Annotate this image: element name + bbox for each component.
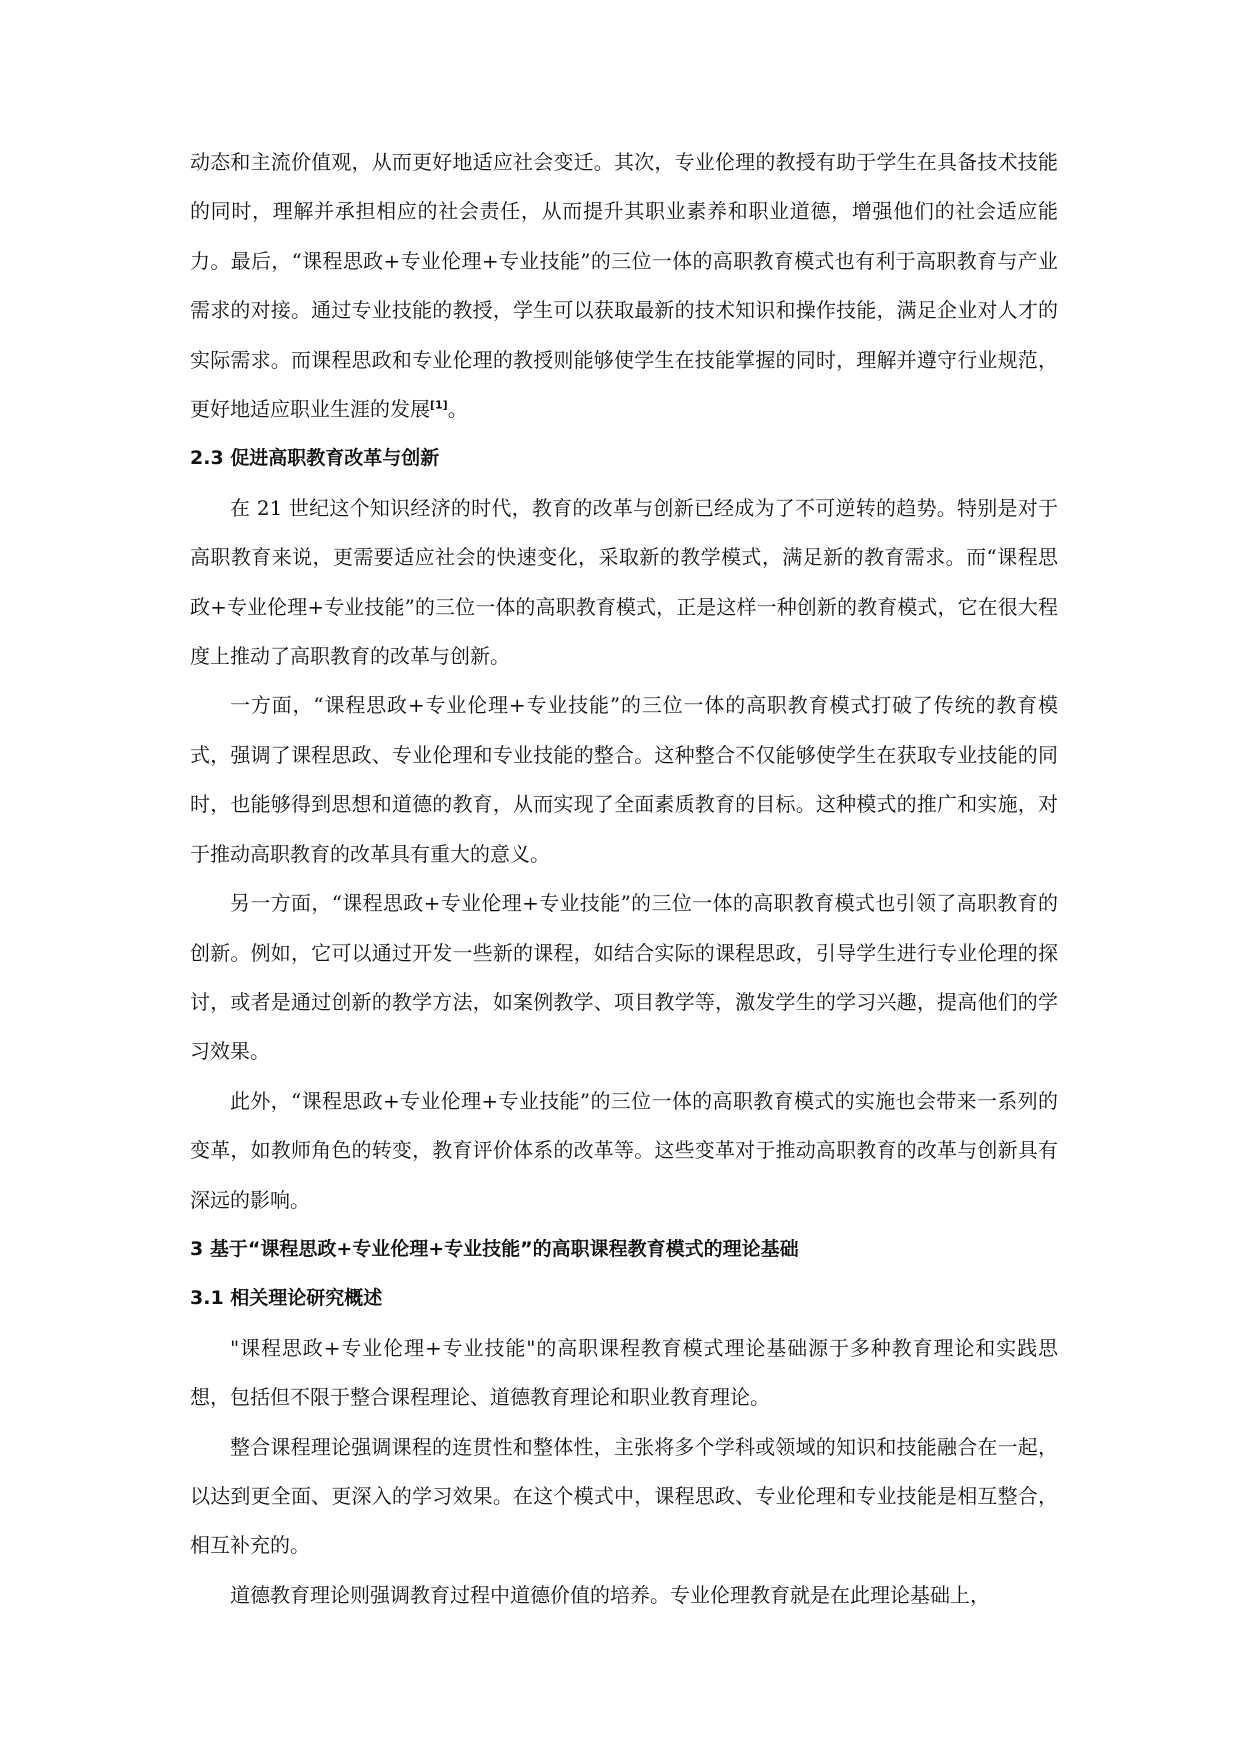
- paragraph-5: 此外，“课程思政+专业伦理+专业技能”的三位一体的高职教育模式的实施也会带来一系列的变革，如教师角色的转变，教育评价体系的改革等。这些变革对于推动高职教育的改革与创新具有深远的影响。: [190, 1088, 1058, 1212]
- section-heading-3: 3 基于“课程思政+专业伦理+专业技能”的高职课程教育模式的理论基础: [190, 1237, 799, 1260]
- paragraph-1: [190, 138, 1058, 434]
- paragraph-7: 整合课程理论强调课程的连贯性和整体性，主张将多个学科或领域的知识和技能融合在一起，以达到更全面、更深入的学习效果。在这个模式中，课程思政、专业伦理和专业技能是相互整合，相互补充的。: [190, 1434, 1058, 1558]
- paragraph-6: "课程思政+专业伦理+专业技能"的高职课程教育模式理论基础源于多种教育理论和实践思想，包括但不限于整合课程理论、道德教育理论和职业教育理论。: [190, 1335, 1058, 1410]
- paragraph-8: 道德教育理论则强调教育过程中道德价值的培养。专业伦理教育就是在此理论基础上，: [230, 1582, 990, 1607]
- citation-reference[interactable]: [1]: [430, 398, 448, 412]
- section-heading-3-1: 3.1 相关理论研究概述: [190, 1287, 383, 1310]
- paragraph-3: 一方面，“课程思政+专业伦理+专业技能”的三位一体的高职教育模式打破了传统的教育模式，强调了课程思政、专业伦理和专业技能的整合。这种整合不仅能够使学生在获取专业技能的同时，也能够得到思想和道德的教育，从而实现了全面素质教育的目标。这种模式的推广和实施，对于推动高职教育的改革具有重大的意义。: [190, 693, 1058, 866]
- paragraph-1-tail: 。: [447, 397, 468, 422]
- paragraph-2: 在 21 世纪这个知识经济的时代，教育的改革与创新已经成为了不可逆转的趋势。特别是对于高职教育来说，更需要适应社会的快速变化，采取新的教学模式，满足新的教育需求。而“课程思政+专业伦理+专业技能”的三位一体的高职教育模式，正是这样一种创新的教育模式，它在很大程度上推动了高职教育的改革与创新。: [190, 495, 1058, 669]
- section-heading-2-3: 2.3 促进高职教育改革与创新: [190, 447, 440, 470]
- paragraph-1-text: 动态和主流价值观，从而更好地适应社会变迁。其次，专业伦理的教授有助于学生在具备技术技能的同时，理解并承担相应的社会责任，从而提升其职业素养和职业道德，增强他们的社会适应能力。最后，“课程思政+专业伦理+专业技能”的三位一体的高职教育模式也有利于高职教育与产业需求的对接。通过专业技能的教授，学生可以获取最新的技术知识和操作技能，满足企业对人才的实际需求。而课程思政和专业伦理的教授则能够使学生在技能掌握的同时，理解并遵守行业规范，更好地适应职业生涯的发展: [190, 150, 1058, 422]
- document-page: [190, 138, 1058, 1620]
- paragraph-4: 另一方面，“课程思政+专业伦理+专业技能”的三位一体的高职教育模式也引领了高职教育的创新。例如，它可以通过开发一些新的课程，如结合实际的课程思政，引导学生进行专业伦理的探讨，或者是通过创新的教学方法，如案例教学、项目教学等，激发学生的学习兴趣，提高他们的学习效果。: [190, 891, 1058, 1064]
